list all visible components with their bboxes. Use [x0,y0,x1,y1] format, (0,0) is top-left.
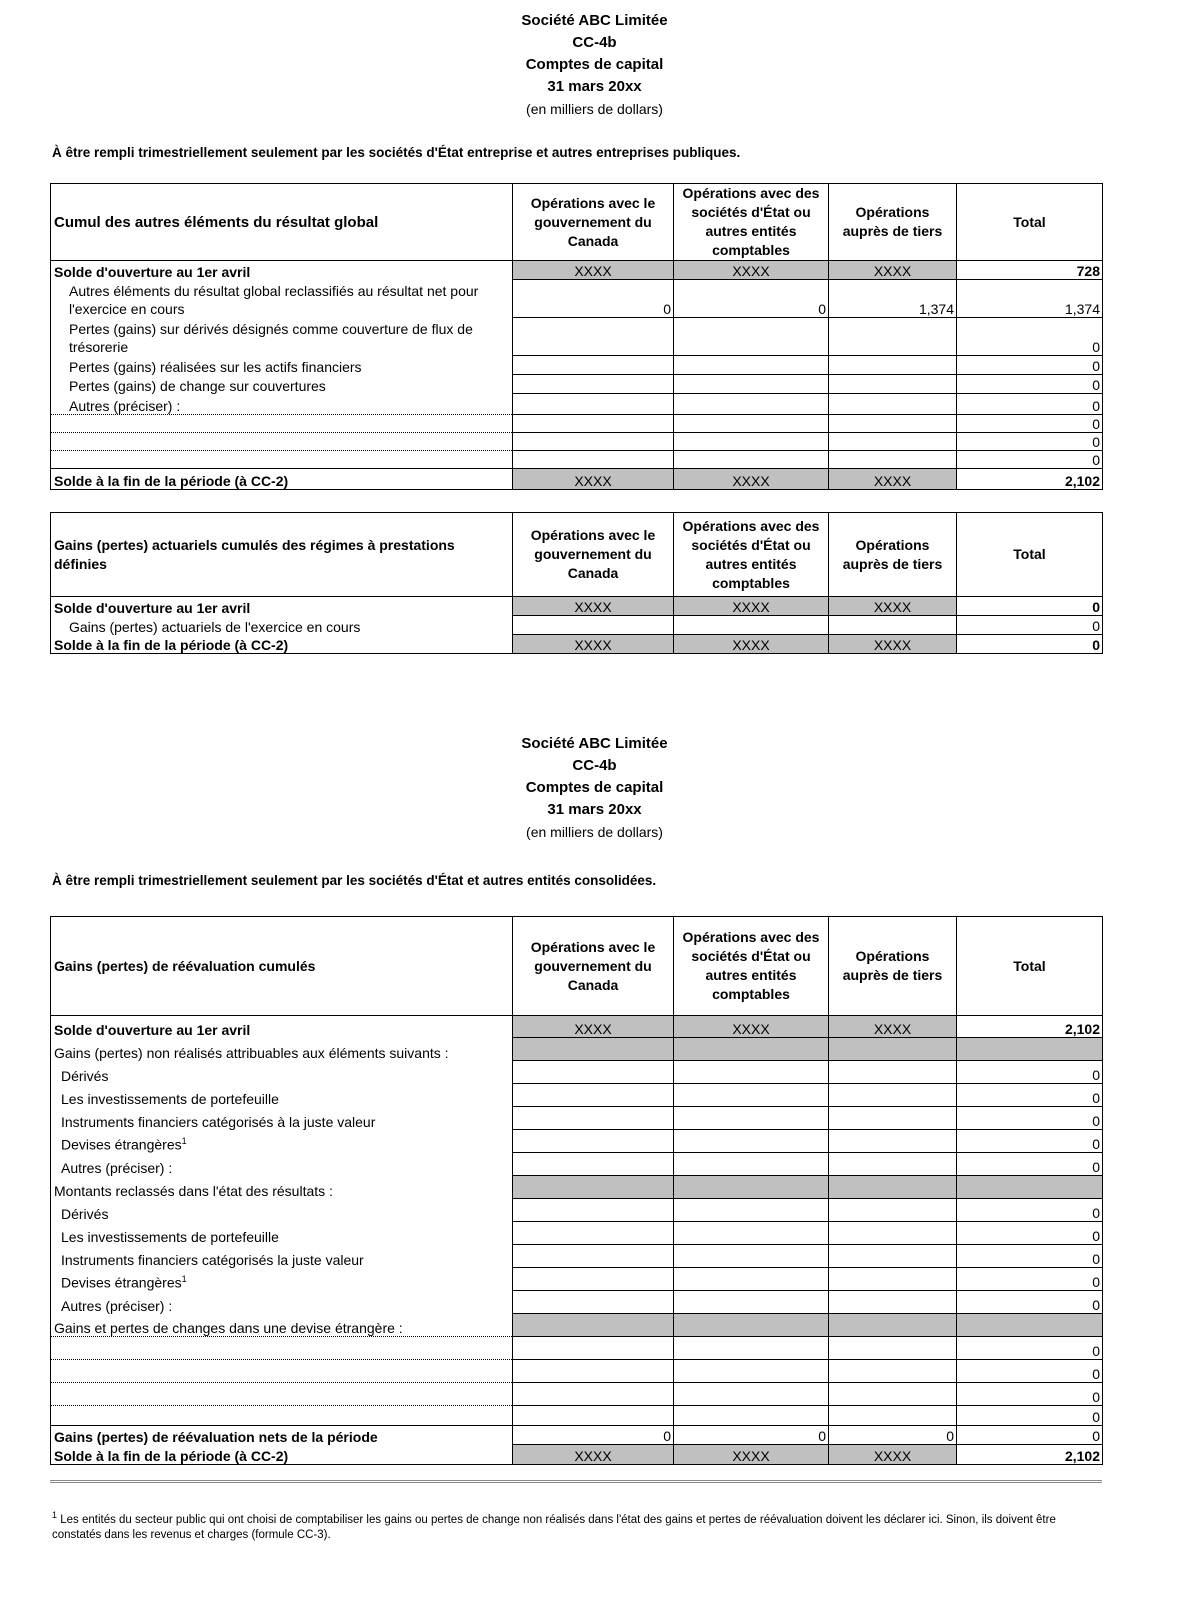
col-total-header: Total [957,513,1103,597]
value-cell-gov[interactable] [513,1084,674,1107]
row-label: Devises étrangères [61,1136,182,1153]
value-cell-gov[interactable] [513,1061,674,1084]
instruction-2: À être rempli trimestriellement seulement par les sociétés d'État et autres entités consolidées. [52,873,657,888]
section-row [51,1038,1103,1061]
value-cell-gov[interactable] [513,1360,674,1383]
report-header-1 [0,10,1189,120]
value-cell-third[interactable] [829,1153,957,1176]
value-cell-crown[interactable] [674,451,829,469]
value-cell-crown[interactable] [674,1268,829,1291]
value-cell-crown[interactable] [674,1061,829,1084]
value-cell-third[interactable] [829,415,957,433]
value-cell-third[interactable] [829,394,957,415]
shaded-cell [513,1314,674,1337]
row-total: 0 [957,1337,1103,1360]
table-remeasurement-title: Gains (pertes) de réévaluation cumulés [51,917,513,1016]
table-row [51,1426,1103,1445]
shaded-cell [829,1176,957,1199]
footnote-marker: 1 [52,1510,58,1520]
col-gov-header: Opérations avec le gouvernement du Canada [513,917,674,1016]
row-total: 0 [957,1268,1103,1291]
value-cell-crown[interactable] [674,318,829,356]
table-remeasurement [50,916,1103,1465]
section-row [51,1176,1103,1199]
net-total: 0 [957,1426,1103,1445]
value-cell-gov[interactable] [513,1130,674,1153]
value-cell-crown[interactable] [674,1222,829,1245]
closing-balance-label: Solde à la fin de la période (à CC-2) [54,473,289,489]
value-cell-gov[interactable] [513,1222,674,1245]
table-row [51,280,1103,318]
opening-balance-total: 2,102 [957,1016,1103,1038]
value-cell-third[interactable] [829,1245,957,1268]
row-total: 0 [957,1383,1103,1406]
table-row [51,1130,1103,1153]
placeholder-cell: XXXX [829,635,957,654]
row-label: Pertes (gains) réalisées sur les actifs financiers [69,358,362,375]
report-units: (en milliers de dollars) [526,101,663,117]
opening-balance-label: Solde d'ouverture au 1er avril [54,1021,251,1038]
value-cell-gov[interactable] [513,1107,674,1130]
shaded-cell [674,1038,829,1061]
placeholder-cell: XXXX [674,1016,829,1038]
table-row [51,375,1103,394]
row-total: 0 [957,433,1103,451]
value-cell-gov[interactable] [513,616,674,635]
specify-line[interactable] [51,1383,513,1406]
placeholder-cell: XXXX [513,1016,674,1038]
placeholder-cell: XXXX [674,469,829,490]
value-cell-crown[interactable] [674,1199,829,1222]
table-actuarial [50,512,1103,654]
row-total: 0 [957,616,1103,635]
row-total: 0 [957,1199,1103,1222]
row-label[interactable]: Autres (préciser) : [51,394,513,415]
footnote-ref: 1 [181,1273,187,1284]
row-label: Les investissements de portefeuille [61,1090,279,1107]
report-title: Comptes de capital [525,56,664,73]
section-label: Gains (pertes) non réalisés attribuables aux éléments suivants : [54,1044,449,1061]
value-cell-third[interactable] [829,1383,957,1406]
row-total: 0 [957,394,1103,415]
value-cell-gov[interactable] [513,1245,674,1268]
row-label-cell [51,1130,513,1153]
closing-balance-label: Solde à la fin de la période (à CC-2) [54,637,289,653]
value-cell-third[interactable] [829,616,957,635]
shaded-cell [829,1038,957,1061]
shaded-cell [957,1314,1103,1337]
value-cell-crown[interactable] [674,394,829,415]
table-row [51,1383,1103,1406]
row-total: 0 [957,1153,1103,1176]
row-label: Pertes (gains) de change sur couvertures [69,377,326,394]
footnote-text: Les entités du secteur public qui ont choisi de comptabiliser les gains ou pertes de change non réalisés dans l'état des gains et pertes de réévaluation doivent les déclarer ici. Sinon, ils doivent être constatés dans les revenus et charges (formule CC-3). [52,1513,1056,1541]
value-cell-gov[interactable] [513,1406,674,1426]
closing-balance-total: 0 [957,635,1103,654]
shaded-cell [957,1176,1103,1199]
value-cell-third[interactable]: 1,374 [829,280,957,318]
value-cell-gov[interactable] [513,1291,674,1314]
value-cell-third[interactable] [829,1061,957,1084]
col-gov-header: Opérations avec le gouvernement du Canada [513,184,674,261]
table-row [51,415,1103,433]
value-cell-crown[interactable]: 0 [674,280,829,318]
section-label: Montants reclassés dans l'état des résultats : [54,1182,333,1199]
opening-balance-total: 728 [957,261,1103,280]
specify-line[interactable] [51,1337,513,1360]
value-cell-crown[interactable] [674,356,829,375]
row-total: 0 [957,1107,1103,1130]
table-row [51,1337,1103,1360]
row-label: Instruments financiers catégorisés la juste valeur [61,1251,364,1268]
value-cell-third[interactable] [829,1406,957,1426]
value-cell-gov[interactable] [513,1383,674,1406]
shaded-cell [513,1038,674,1061]
row-label: Instruments financiers catégorisés à la juste valeur [61,1113,376,1130]
col-total-header: Total [957,917,1103,1016]
report-title: Comptes de capital [525,779,664,796]
placeholder-cell: XXXX [513,1445,674,1465]
value-cell-crown[interactable] [674,1406,829,1426]
placeholder-cell: XXXX [829,261,957,280]
value-cell-gov[interactable] [513,1337,674,1360]
report-units: (en milliers de dollars) [526,824,663,840]
table-row [51,1222,1103,1245]
company-name: Société ABC Limitée [521,12,668,29]
placeholder-cell: XXXX [829,1445,957,1465]
value-cell-gov[interactable] [513,318,674,356]
value-cell-third[interactable] [829,356,957,375]
value-cell-crown[interactable] [674,1130,829,1153]
specify-line[interactable] [51,451,513,469]
value-cell-third[interactable] [829,1268,957,1291]
instruction-1: À être rempli trimestriellement seulement par les sociétés d'État entreprise et autres entreprises publiques. [52,145,741,160]
row-label: Autres (préciser) : [61,1159,173,1176]
table-row [51,635,1103,654]
placeholder-cell: XXXX [513,261,674,280]
placeholder-cell: XXXX [829,1016,957,1038]
value-cell-third[interactable] [829,1222,957,1245]
footnote-divider [50,1480,1102,1483]
company-name: Société ABC Limitée [521,735,668,752]
row-label: Les investissements de portefeuille [61,1228,279,1245]
placeholder-cell: XXXX [513,469,674,490]
section-label: Gains et pertes de changes dans une devise étrangère : [51,1314,513,1337]
placeholder-cell: XXXX [674,635,829,654]
row-label: Autres (préciser) : [61,1297,173,1314]
table-aoci-title: Cumul des autres éléments du résultat global [51,184,513,261]
closing-balance-total: 2,102 [957,469,1103,490]
row-total: 0 [957,375,1103,394]
table-row [51,1016,1103,1038]
col-crown-header: Opérations avec des sociétés d'État ou autres entités comptables [674,917,829,1016]
table-row [51,356,1103,375]
table-row [51,394,1103,415]
value-cell-crown[interactable] [674,415,829,433]
value-cell-crown[interactable] [674,616,829,635]
row-total: 0 [957,1084,1103,1107]
value-cell-gov[interactable] [513,433,674,451]
value-cell-gov[interactable] [513,415,674,433]
net-gov: 0 [513,1426,674,1445]
table-row [51,261,1103,280]
form-code: CC-4b [572,34,617,51]
row-label: Pertes (gains) sur dérivés désignés comme couverture de flux de trésorerie [69,320,473,355]
value-cell-third[interactable] [829,1360,957,1383]
row-label: Dérivés [61,1205,109,1222]
value-cell-gov[interactable] [513,356,674,375]
report-date: 31 mars 20xx [547,78,642,95]
closing-balance-total: 2,102 [957,1445,1103,1465]
row-total: 0 [957,1061,1103,1084]
col-gov-header: Opérations avec le gouvernement du Canada [513,513,674,597]
table-row [51,1107,1103,1130]
row-total: 0 [957,1245,1103,1268]
value-cell-third[interactable] [829,1337,957,1360]
table-row [51,1445,1103,1465]
table-row [51,1360,1103,1383]
footnote-ref: 1 [181,1135,187,1146]
value-cell-crown[interactable] [674,1337,829,1360]
table-row [51,597,1103,616]
report-header-2 [0,733,1189,843]
row-label: Autres éléments du résultat global reclassifiés au résultat net pour l'exercice en cours [69,282,479,317]
row-label: Devises étrangères [61,1274,182,1291]
value-cell-crown[interactable] [674,1360,829,1383]
table-aoci [50,183,1103,490]
col-third-header: Opérations auprès de tiers [829,917,957,1016]
shaded-cell [674,1176,829,1199]
value-cell-gov[interactable] [513,1268,674,1291]
report-date: 31 mars 20xx [547,801,642,818]
row-total: 0 [957,1130,1103,1153]
value-cell-third[interactable] [829,1291,957,1314]
net-crown: 0 [674,1426,829,1445]
row-total: 0 [957,1291,1103,1314]
row-total: 0 [957,1360,1103,1383]
value-cell-gov[interactable] [513,1153,674,1176]
value-cell-crown[interactable] [674,1107,829,1130]
value-cell-crown[interactable] [674,1291,829,1314]
table-row [51,1084,1103,1107]
table-row [51,1406,1103,1426]
value-cell-gov[interactable]: 0 [513,280,674,318]
col-crown-header: Opérations avec des sociétés d'État ou autres entités comptables [674,184,829,261]
shaded-cell [957,1038,1103,1061]
row-total: 1,374 [957,280,1103,318]
table-row [51,1061,1103,1084]
value-cell-third[interactable] [829,451,957,469]
col-third-header: Opérations auprès de tiers [829,184,957,261]
opening-balance-label: Solde d'ouverture au 1er avril [54,263,251,280]
value-cell-crown[interactable] [674,375,829,394]
table-row [51,1153,1103,1176]
net-third: 0 [829,1426,957,1445]
shaded-cell [674,1314,829,1337]
net-remeasurement-label: Gains (pertes) de réévaluation nets de la période [54,1428,378,1445]
placeholder-cell: XXXX [829,469,957,490]
row-total: 0 [957,1222,1103,1245]
table-row [51,318,1103,356]
row-total: 0 [957,318,1103,356]
table-row [51,1291,1103,1314]
table-row [51,1199,1103,1222]
value-cell-crown[interactable] [674,1084,829,1107]
value-cell-third[interactable] [829,318,957,356]
value-cell-gov[interactable] [513,451,674,469]
value-cell-third[interactable] [829,433,957,451]
value-cell-third[interactable] [829,1107,957,1130]
row-total: 0 [957,415,1103,433]
row-total: 0 [957,1406,1103,1426]
col-crown-header: Opérations avec des sociétés d'État ou autres entités comptables [674,513,829,597]
shaded-cell [829,1314,957,1337]
placeholder-cell: XXXX [513,635,674,654]
specify-line[interactable] [51,433,513,451]
value-cell-third[interactable] [829,1084,957,1107]
table-row [51,1245,1103,1268]
value-cell-third[interactable] [829,1199,957,1222]
placeholder-cell: XXXX [674,261,829,280]
table-row [51,1268,1103,1291]
row-label: Dérivés [61,1067,109,1084]
specify-line[interactable] [51,415,513,433]
table-row [51,616,1103,635]
section-row [51,1314,1103,1337]
table-row [51,451,1103,469]
value-cell-crown[interactable] [674,433,829,451]
row-total: 0 [957,356,1103,375]
value-cell-crown[interactable] [674,1245,829,1268]
value-cell-crown[interactable] [674,1383,829,1406]
value-cell-crown[interactable] [674,1153,829,1176]
col-total-header: Total [957,184,1103,261]
table-row [51,433,1103,451]
form-code: CC-4b [572,757,617,774]
value-cell-third[interactable] [829,1130,957,1153]
shaded-cell [513,1176,674,1199]
placeholder-cell: XXXX [829,597,957,616]
table-actuarial-title: Gains (pertes) actuariels cumulés des régimes à prestations définies [51,513,513,597]
value-cell-gov[interactable] [513,394,674,415]
placeholder-cell: XXXX [513,597,674,616]
footnote [52,1508,1102,1543]
value-cell-gov[interactable] [513,1199,674,1222]
opening-balance-total: 0 [957,597,1103,616]
placeholder-cell: XXXX [674,597,829,616]
closing-balance-label: Solde à la fin de la période (à CC-2) [54,1448,289,1464]
specify-line[interactable] [51,1360,513,1383]
placeholder-cell: XXXX [674,1445,829,1465]
row-total: 0 [957,451,1103,469]
row-label-cell [51,1268,513,1291]
col-third-header: Opérations auprès de tiers [829,513,957,597]
row-label-empty [51,1406,513,1426]
opening-balance-label: Solde d'ouverture au 1er avril [54,599,251,616]
table-row [51,469,1103,490]
value-cell-third[interactable] [829,375,957,394]
row-label: Gains (pertes) actuariels de l'exercice en cours [69,618,361,635]
value-cell-gov[interactable] [513,375,674,394]
